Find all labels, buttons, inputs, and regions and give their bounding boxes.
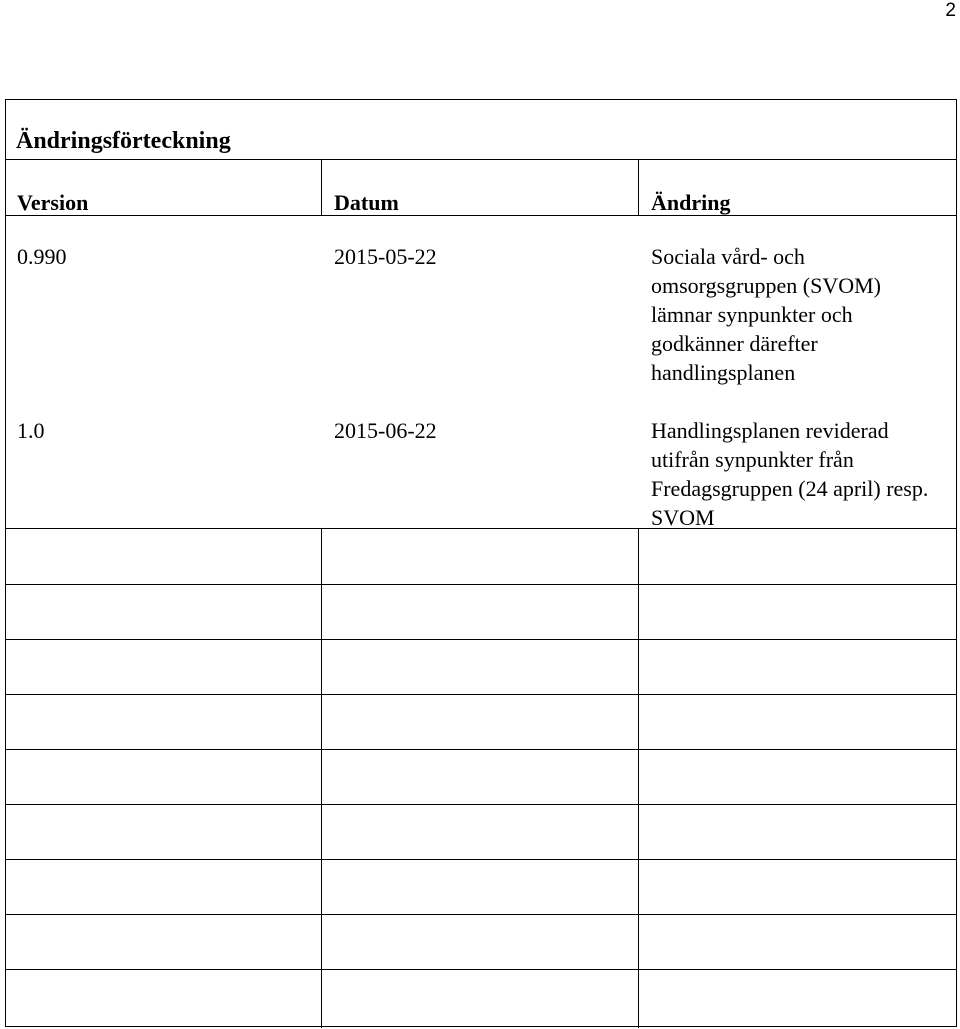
rule-row-separator bbox=[6, 584, 956, 585]
rule-row-separator bbox=[6, 914, 956, 915]
rule-under-title bbox=[6, 159, 956, 160]
row-1-change: Sociala vård- och omsorgsgruppen (SVOM) lämnar synpunkter och godkänner därefter handlingsplanen bbox=[651, 244, 881, 385]
row-1-version: 0.990 bbox=[17, 244, 67, 269]
rule-row-separator bbox=[6, 694, 956, 695]
rule-row-separator bbox=[6, 859, 956, 860]
rule-row-separator bbox=[6, 639, 956, 640]
row-2-version: 1.0 bbox=[17, 418, 45, 443]
header-change: Ändring bbox=[651, 190, 731, 215]
column-divider bbox=[638, 528, 639, 1028]
rule-row-separator bbox=[6, 749, 956, 750]
rule-row-separator bbox=[6, 969, 956, 970]
rule-row-separator bbox=[6, 804, 956, 805]
column-divider bbox=[321, 159, 322, 215]
change-log-table bbox=[5, 99, 957, 1027]
header-version: Version bbox=[17, 190, 89, 215]
column-divider bbox=[638, 159, 639, 215]
row-2-date: 2015-06-22 bbox=[334, 418, 437, 443]
page-number: 2 bbox=[945, 0, 956, 21]
column-divider bbox=[321, 528, 322, 1028]
change-log-title: Ändringsförteckning bbox=[16, 128, 231, 154]
header-date: Datum bbox=[334, 190, 399, 215]
row-1-date: 2015-05-22 bbox=[334, 244, 437, 269]
row-2-change: Handlingsplanen reviderad utifrån synpunkter från Fredagsgruppen (24 april) resp. SVOM bbox=[651, 418, 929, 530]
